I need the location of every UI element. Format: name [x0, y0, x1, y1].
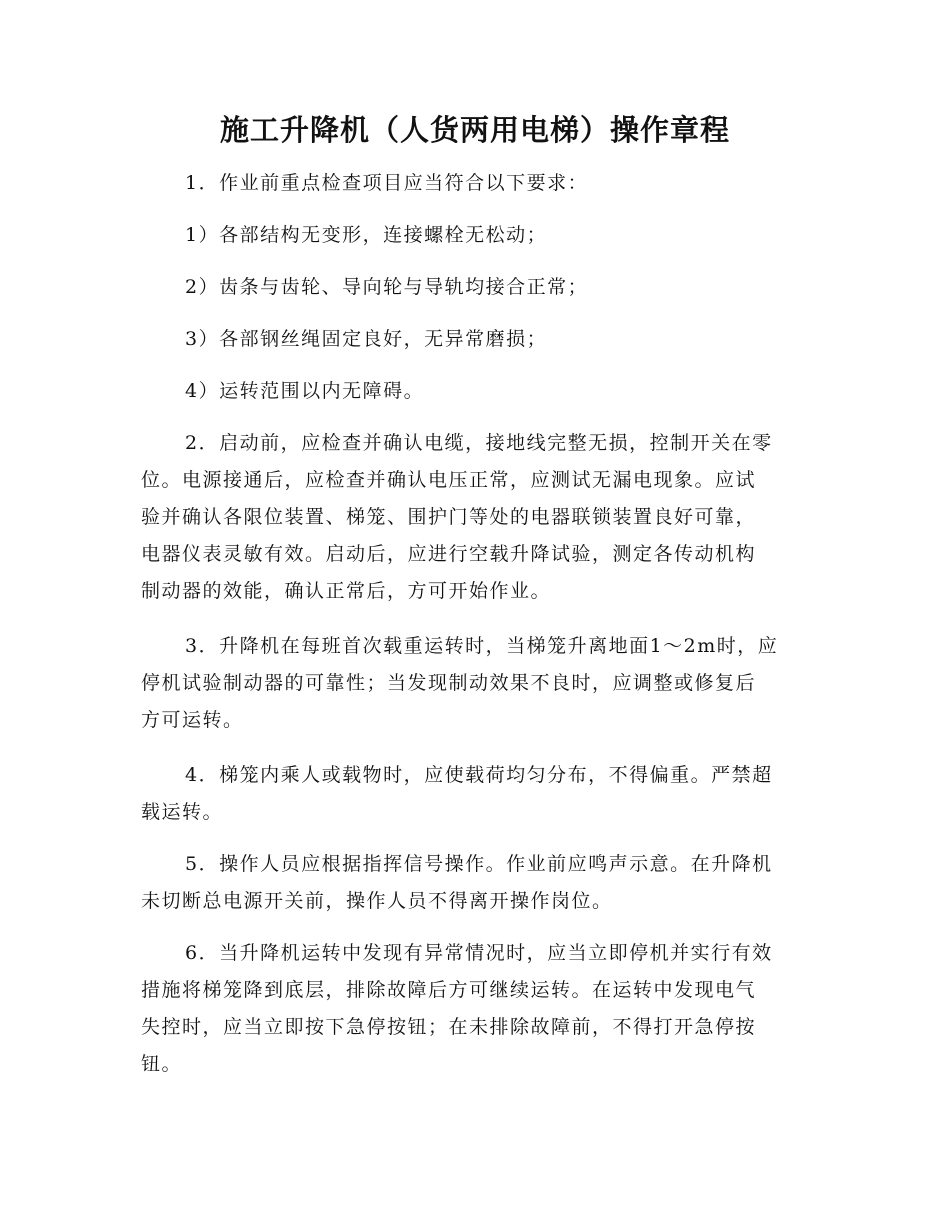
- item-3-paragraph: [141, 628, 807, 739]
- item-2-line-1: 2．启动前，应检查并确认电缆，接地线完整无损，控制开关在零: [185, 432, 773, 454]
- item-3-line-2: 停机试验制动器的可靠性；当发现制动效果不良时，应调整或修复后: [141, 672, 757, 694]
- item-3-line-1: 3．升降机在每班首次载重运转时，当梯笼升离地面1～2m时，应: [185, 635, 779, 657]
- item-1-sub-3: 3）各部钢丝绳固定良好，无异常磨损；: [185, 328, 548, 350]
- item-1-sub-1: 1）各部结构无变形，连接螺栓无松动；: [185, 224, 548, 246]
- item-6-line-2: 措施将梯笼降到底层，排除故障后方可继续运转。在运转中发现电气: [141, 979, 757, 1001]
- item-1-sub-1-block: [141, 217, 807, 254]
- item-4-line-2: 载运转。: [141, 801, 224, 823]
- item-5-paragraph: [141, 846, 807, 920]
- item-6-line-4: 钮。: [141, 1053, 183, 1075]
- item-1-sub-3-block: [141, 321, 807, 358]
- item-4-paragraph: [141, 757, 807, 831]
- item-6-line-1: 6．当升降机运转中发现有异常情况时，应当立即停机并实行有效: [185, 942, 773, 964]
- item-1-sub-2-block: [141, 269, 807, 306]
- item-5-line-1: 5．操作人员应根据指挥信号操作。作业前应鸣声示意。在升降机: [185, 853, 773, 875]
- item-2-line-2: 位。电源接通后，应检查并确认电压正常，应测试无漏电现象。应试: [141, 469, 757, 491]
- item-2-line-3: 验并确认各限位装置、梯笼、围护门等处的电器联锁装置良好可靠，: [141, 506, 757, 528]
- item-3-line-3: 方可运转。: [141, 709, 244, 731]
- item-1-sub-4-block: [141, 373, 807, 410]
- item-2-line-4: 电器仪表灵敏有效。启动后，应进行空载升降试验，测定各传动机构: [141, 543, 757, 565]
- item-1-sub-2: 2）齿条与齿轮、导向轮与导轨均接合正常；: [185, 276, 589, 298]
- item-2-paragraph: [141, 425, 807, 610]
- item-1-heading-block: [141, 165, 807, 202]
- item-4-line-1: 4．梯笼内乘人或载物时，应使载荷均匀分布，不得偏重。严禁超: [185, 764, 773, 786]
- item-5-line-2: 未切断总电源开关前，操作人员不得离开操作岗位。: [141, 890, 613, 912]
- item-6-line-3: 失控时，应当立即按下急停按钮；在未排除故障前，不得打开急停按: [141, 1016, 757, 1038]
- item-2-line-5: 制动器的效能，确认正常后，方可开始作业。: [141, 580, 552, 602]
- item-1-sub-4: 4）运转范围以内无障碍。: [185, 380, 425, 402]
- document-title: 施工升降机（人货两用电梯）操作章程: [219, 113, 730, 147]
- item-6-paragraph: [141, 935, 807, 1083]
- item-1-heading: 1．作业前重点检查项目应当符合以下要求：: [185, 172, 589, 194]
